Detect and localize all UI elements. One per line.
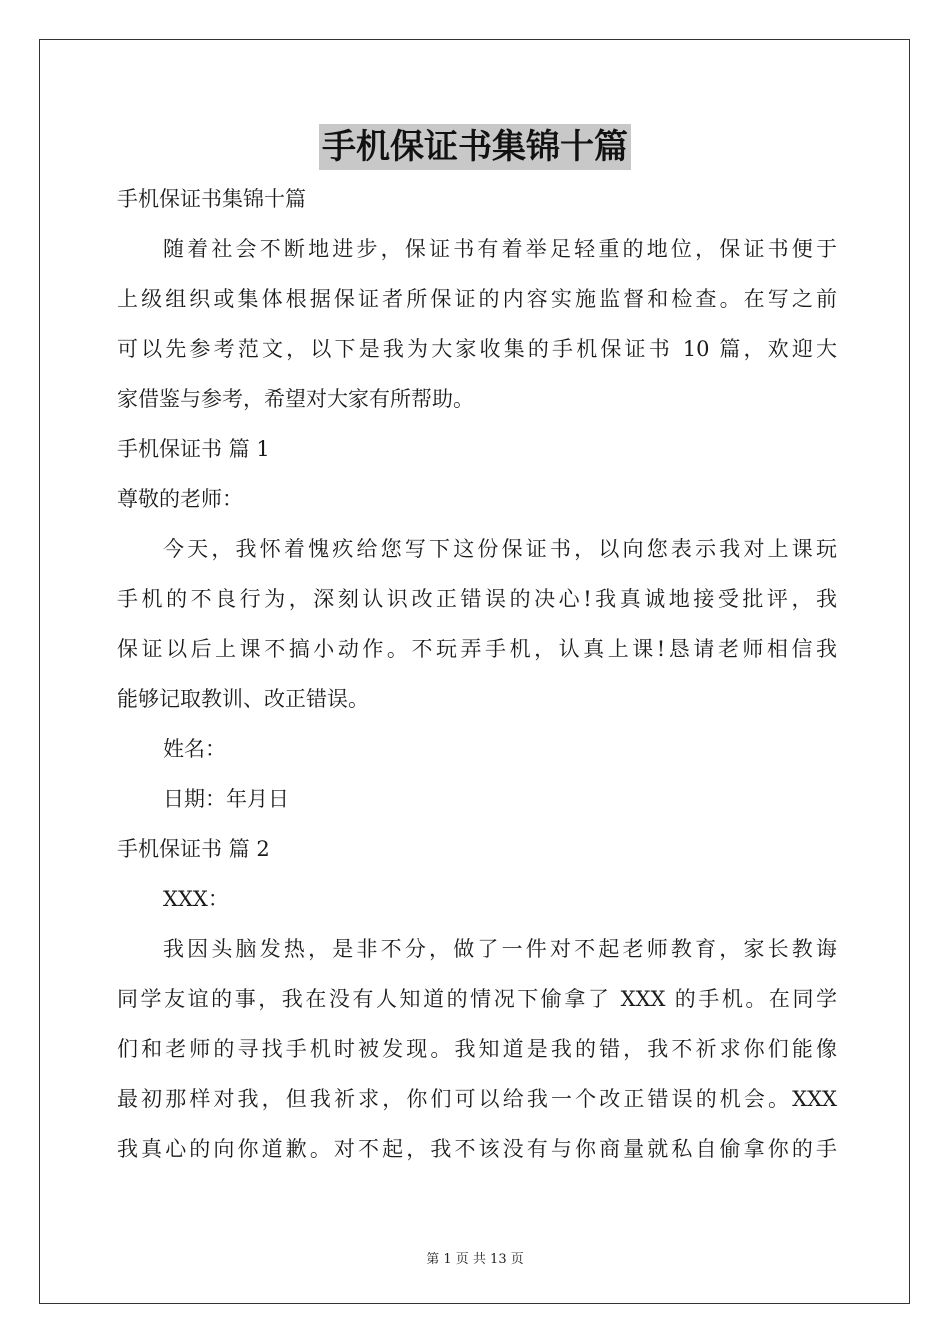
paragraph-line: 保证以后上课不搞小动作。不玩弄手机，认真上课!恳请老师相信我 (117, 637, 837, 661)
salutation: XXX： (163, 887, 229, 911)
paragraph-line: 同学友谊的事，我在没有人知道的情况下偷拿了 XXX 的手机。在同学 (117, 987, 837, 1011)
document-title-text: 手机保证书集锦十篇 (319, 124, 631, 170)
paragraph-line: 手机的不良行为，深刻认识改正错误的决心!我真诚地接受批评，我 (117, 587, 837, 611)
paragraph-line: 我真心的向你道歉。对不起，我不该没有与你商量就私自偷拿你的手 (117, 1137, 837, 1161)
section-heading: 手机保证书 篇 1 (117, 437, 270, 461)
paragraph-line: 最初那样对我，但我祈求，你们可以给我一个改正错误的机会。XXX (117, 1087, 837, 1111)
paragraph-line: 今天，我怀着愧疚给您写下这份保证书，以向您表示我对上课玩 (163, 537, 837, 561)
subtitle-line: 手机保证书集锦十篇 (117, 187, 306, 211)
paragraph-line: 随着社会不断地进步，保证书有着举足轻重的地位，保证书便于 (163, 237, 837, 261)
section-heading: 手机保证书 篇 2 (117, 837, 270, 861)
paragraph-line: 我因头脑发热，是非不分，做了一件对不起老师教育，家长教诲 (163, 937, 837, 961)
paragraph-line: 家借鉴与参考，希望对大家有所帮助。 (117, 387, 474, 411)
name-field-label: 姓名： (163, 737, 226, 761)
paragraph-line: 们和老师的寻找手机时被发现。我知道是我的错，我不祈求你们能像 (117, 1037, 837, 1061)
date-field-label: 日期：年月日 (163, 787, 289, 811)
paragraph-line: 能够记取教训、改正错误。 (117, 687, 369, 711)
page-footer: 第 1 页 共 13 页 (426, 1252, 524, 1267)
paragraph-line: 上级组织或集体根据保证者所保证的内容实施监督和检查。在写之前 (117, 287, 837, 311)
paragraph-line: 可以先参考范文，以下是我为大家收集的手机保证书 10 篇，欢迎大 (117, 337, 837, 361)
salutation: 尊敬的老师： (117, 487, 243, 511)
document-title (0, 124, 950, 170)
page-border (39, 39, 910, 1304)
